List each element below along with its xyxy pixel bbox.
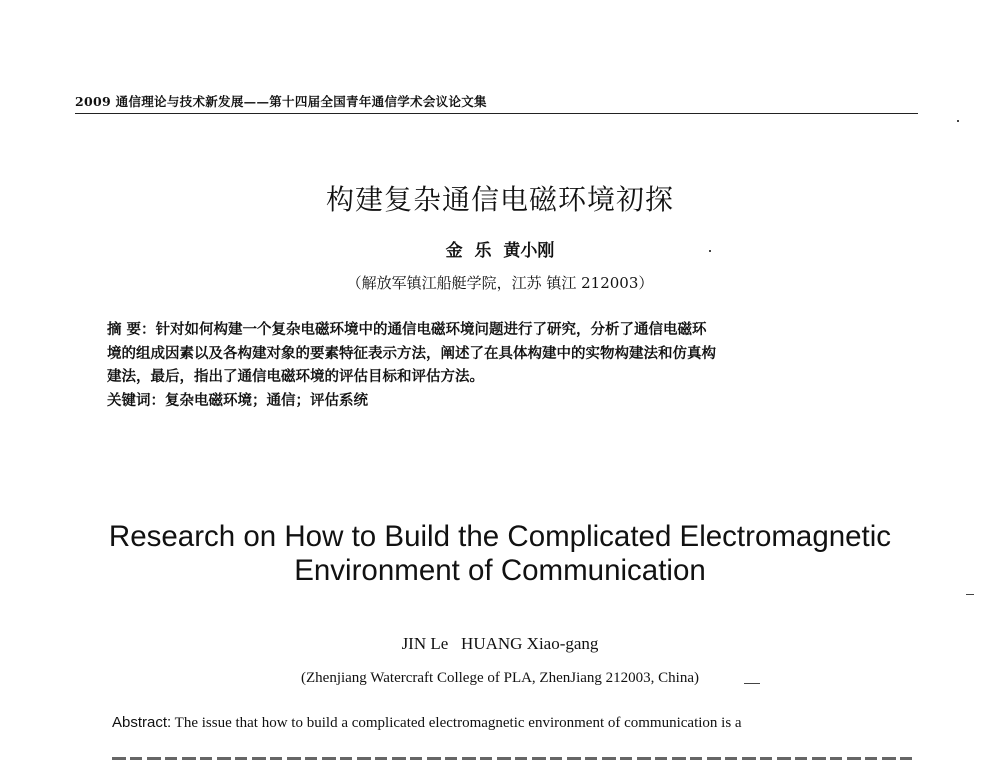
english-affiliation: (Zhenjiang Watercraft College of PLA, ZhenJiang 212003, China) [301, 670, 699, 686]
english-title-line-1: Research on How to Build the Complicated Electromagnetic [108, 520, 892, 553]
running-header: 2009 通信理论与技术新发展——第十四届全国青年通信学术会议论文集 [75, 94, 487, 109]
cut-off-text-line [112, 748, 912, 760]
english-abstract [112, 712, 912, 734]
english-title [0, 520, 1000, 588]
english-authors: JIN Le HUANG Xiao-gang [401, 634, 599, 653]
chinese-authors: 金 乐 黄小刚 [445, 241, 555, 261]
chinese-abstract-line-2: 境的组成因素以及各构建对象的要素特征表示方法，阐述了在具体构建中的实物构建法和仿真构 [107, 344, 716, 362]
chinese-keywords-text: 复杂电磁环境；通信；评估系统 [165, 391, 368, 409]
chinese-affiliation: （解放军镇江船艇学院，江苏 镇江 212003） [346, 274, 654, 292]
english-abstract-label: Abstract: [112, 714, 172, 731]
chinese-abstract-label: 摘 要： [107, 321, 156, 338]
chinese-abstract-text: 针对如何构建一个复杂电磁环境中的通信电磁环境问题进行了研究，分析了通信电磁环 [155, 321, 707, 338]
chinese-abstract [107, 318, 907, 412]
chinese-keywords [107, 389, 907, 413]
english-title-line-2: Environment of Communication [294, 554, 706, 587]
chinese-keywords-label: 关键词： [107, 391, 165, 409]
scan-speck [744, 683, 760, 684]
chinese-abstract-line-3: 建法，最后，指出了通信电磁环境的评估目标和评估方法。 [107, 368, 484, 385]
chinese-title: 构建复杂通信电磁环境初探 [325, 183, 674, 216]
scan-speck [966, 594, 974, 595]
scan-speck [709, 250, 711, 252]
scan-speck [957, 120, 959, 122]
chinese-abstract-line-1 [107, 318, 907, 342]
header-rule [75, 113, 918, 114]
english-abstract-text: The issue that how to build a complicated electromagnetic environment of communication is a [171, 715, 742, 731]
